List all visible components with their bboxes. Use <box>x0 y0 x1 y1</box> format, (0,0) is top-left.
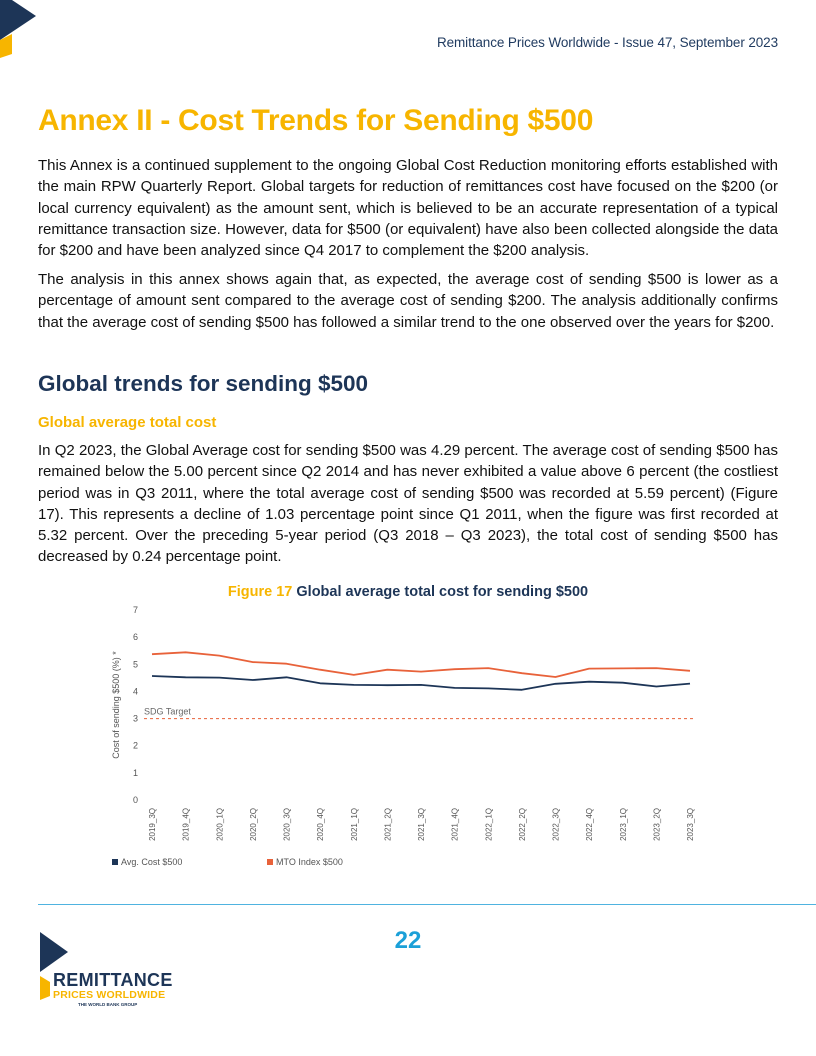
logo-text-remittance: REMITTANCE <box>53 970 173 990</box>
legend-swatch <box>112 859 118 865</box>
y-axis-label: Cost of sending $500 (%) * <box>111 651 121 759</box>
figure-number: Figure 17 <box>227 584 293 600</box>
y-tick-label: 5 <box>132 659 138 670</box>
x-tick-label: 2023_1Q <box>618 808 628 841</box>
x-tick-label: 2022_3Q <box>551 808 561 841</box>
y-tick-label: 2 <box>132 740 138 751</box>
x-tick-label: 2021_1Q <box>349 808 359 841</box>
y-tick-label: 4 <box>132 686 138 697</box>
legend-label: Avg. Cost $500 <box>121 857 183 867</box>
annex-title: Annex II - Cost Trends for Sending $500 <box>38 104 594 137</box>
logo-text-prices: PRICES WORLDWIDE <box>53 989 166 1001</box>
x-tick-label: 2022_1Q <box>484 808 494 841</box>
page-number: 22 <box>394 927 422 954</box>
y-tick-label: 3 <box>132 713 138 724</box>
section-heading: Global trends for sending $500 <box>38 371 369 396</box>
corner-decoration <box>0 0 40 60</box>
annex-paragraph-2: The analysis in this annex shows again that, as expected, the average cost of sending $500 is lower as a percentage of amount sent compared to the average cost of sending $200. The analysis additionally confirms that the average cost of sending $500 has followed a similar trend to the one observed over the years for $200. <box>38 271 778 331</box>
figure-title <box>0 584 816 600</box>
sdg-target-label: SDG Target <box>144 706 191 717</box>
legend-label: MTO Index $500 <box>276 857 343 867</box>
legend-swatch <box>267 859 273 865</box>
x-tick-label: 2023_2Q <box>652 808 662 841</box>
x-tick-label: 2022_2Q <box>517 808 527 841</box>
logo-text-worldbank: THE WORLD BANK GROUP <box>78 1002 138 1007</box>
x-tick-label: 2022_4Q <box>585 808 595 841</box>
x-tick-label: 2020_2Q <box>248 808 258 841</box>
footer-divider <box>38 904 816 905</box>
cost-trend-chart <box>100 600 720 880</box>
section-subheading: Global average total cost <box>38 414 217 431</box>
x-tick-label: 2021_4Q <box>450 808 460 841</box>
annex-paragraph-1: This Annex is a continued supplement to the ongoing Global Cost Reduction monitoring efforts established with the main RPW Quarterly Report. Global targets for reduction of remittances cost have focused on the $200 (or local currency equivalent) as the amount sent, which is believed to be an accurate representation of a typical remittance transaction size. However, data for $500 (or equivalent) have also been collected alongside the data for $200 and have been analyzed since Q4 2017 to complement the $200 analysis. <box>38 157 778 260</box>
x-tick-label: 2021_3Q <box>417 808 426 841</box>
x-tick-label: 2020_4Q <box>316 808 326 841</box>
figure-caption: Global average total cost for sending $500 <box>296 584 589 600</box>
y-tick-label: 7 <box>132 605 138 615</box>
series-line-mto-index <box>152 652 690 677</box>
x-tick-label: 2019_3Q <box>148 808 157 841</box>
y-tick-label: 1 <box>132 767 138 778</box>
x-tick-label: 2019_4Q <box>181 808 191 841</box>
x-tick-label: 2020_3Q <box>282 808 292 841</box>
series-line-avg-cost <box>152 676 690 690</box>
x-tick-label: 2021_2Q <box>383 808 393 841</box>
y-tick-label: 0 <box>132 795 138 805</box>
x-tick-label: 2023_3Q <box>686 808 695 841</box>
x-tick-label: 2020_1Q <box>215 808 225 841</box>
header-title: Remittance Prices Worldwide - Issue 47, September 2023 <box>436 35 778 50</box>
y-tick-label: 6 <box>132 632 138 643</box>
section-paragraph: In Q2 2023, the Global Average cost for sending $500 was 4.29 percent. The average cost of sending $500 has remained below the 5.00 percent since Q2 2014 and has never exhibited a value above 6 percent (the costliest period was in Q3 2011, where the total average cost of sending $500 was recorded at 5.59 percent) (Figure 17). This represents a decline of 1.03 percentage point since Q1 2011, when the figure was first recorded at 5.32 percent. Over the preceding 5-year period (Q3 2018 – Q3 2023), the total cost of sending $500 has decreased by 0.24 percentage point. <box>38 442 778 566</box>
